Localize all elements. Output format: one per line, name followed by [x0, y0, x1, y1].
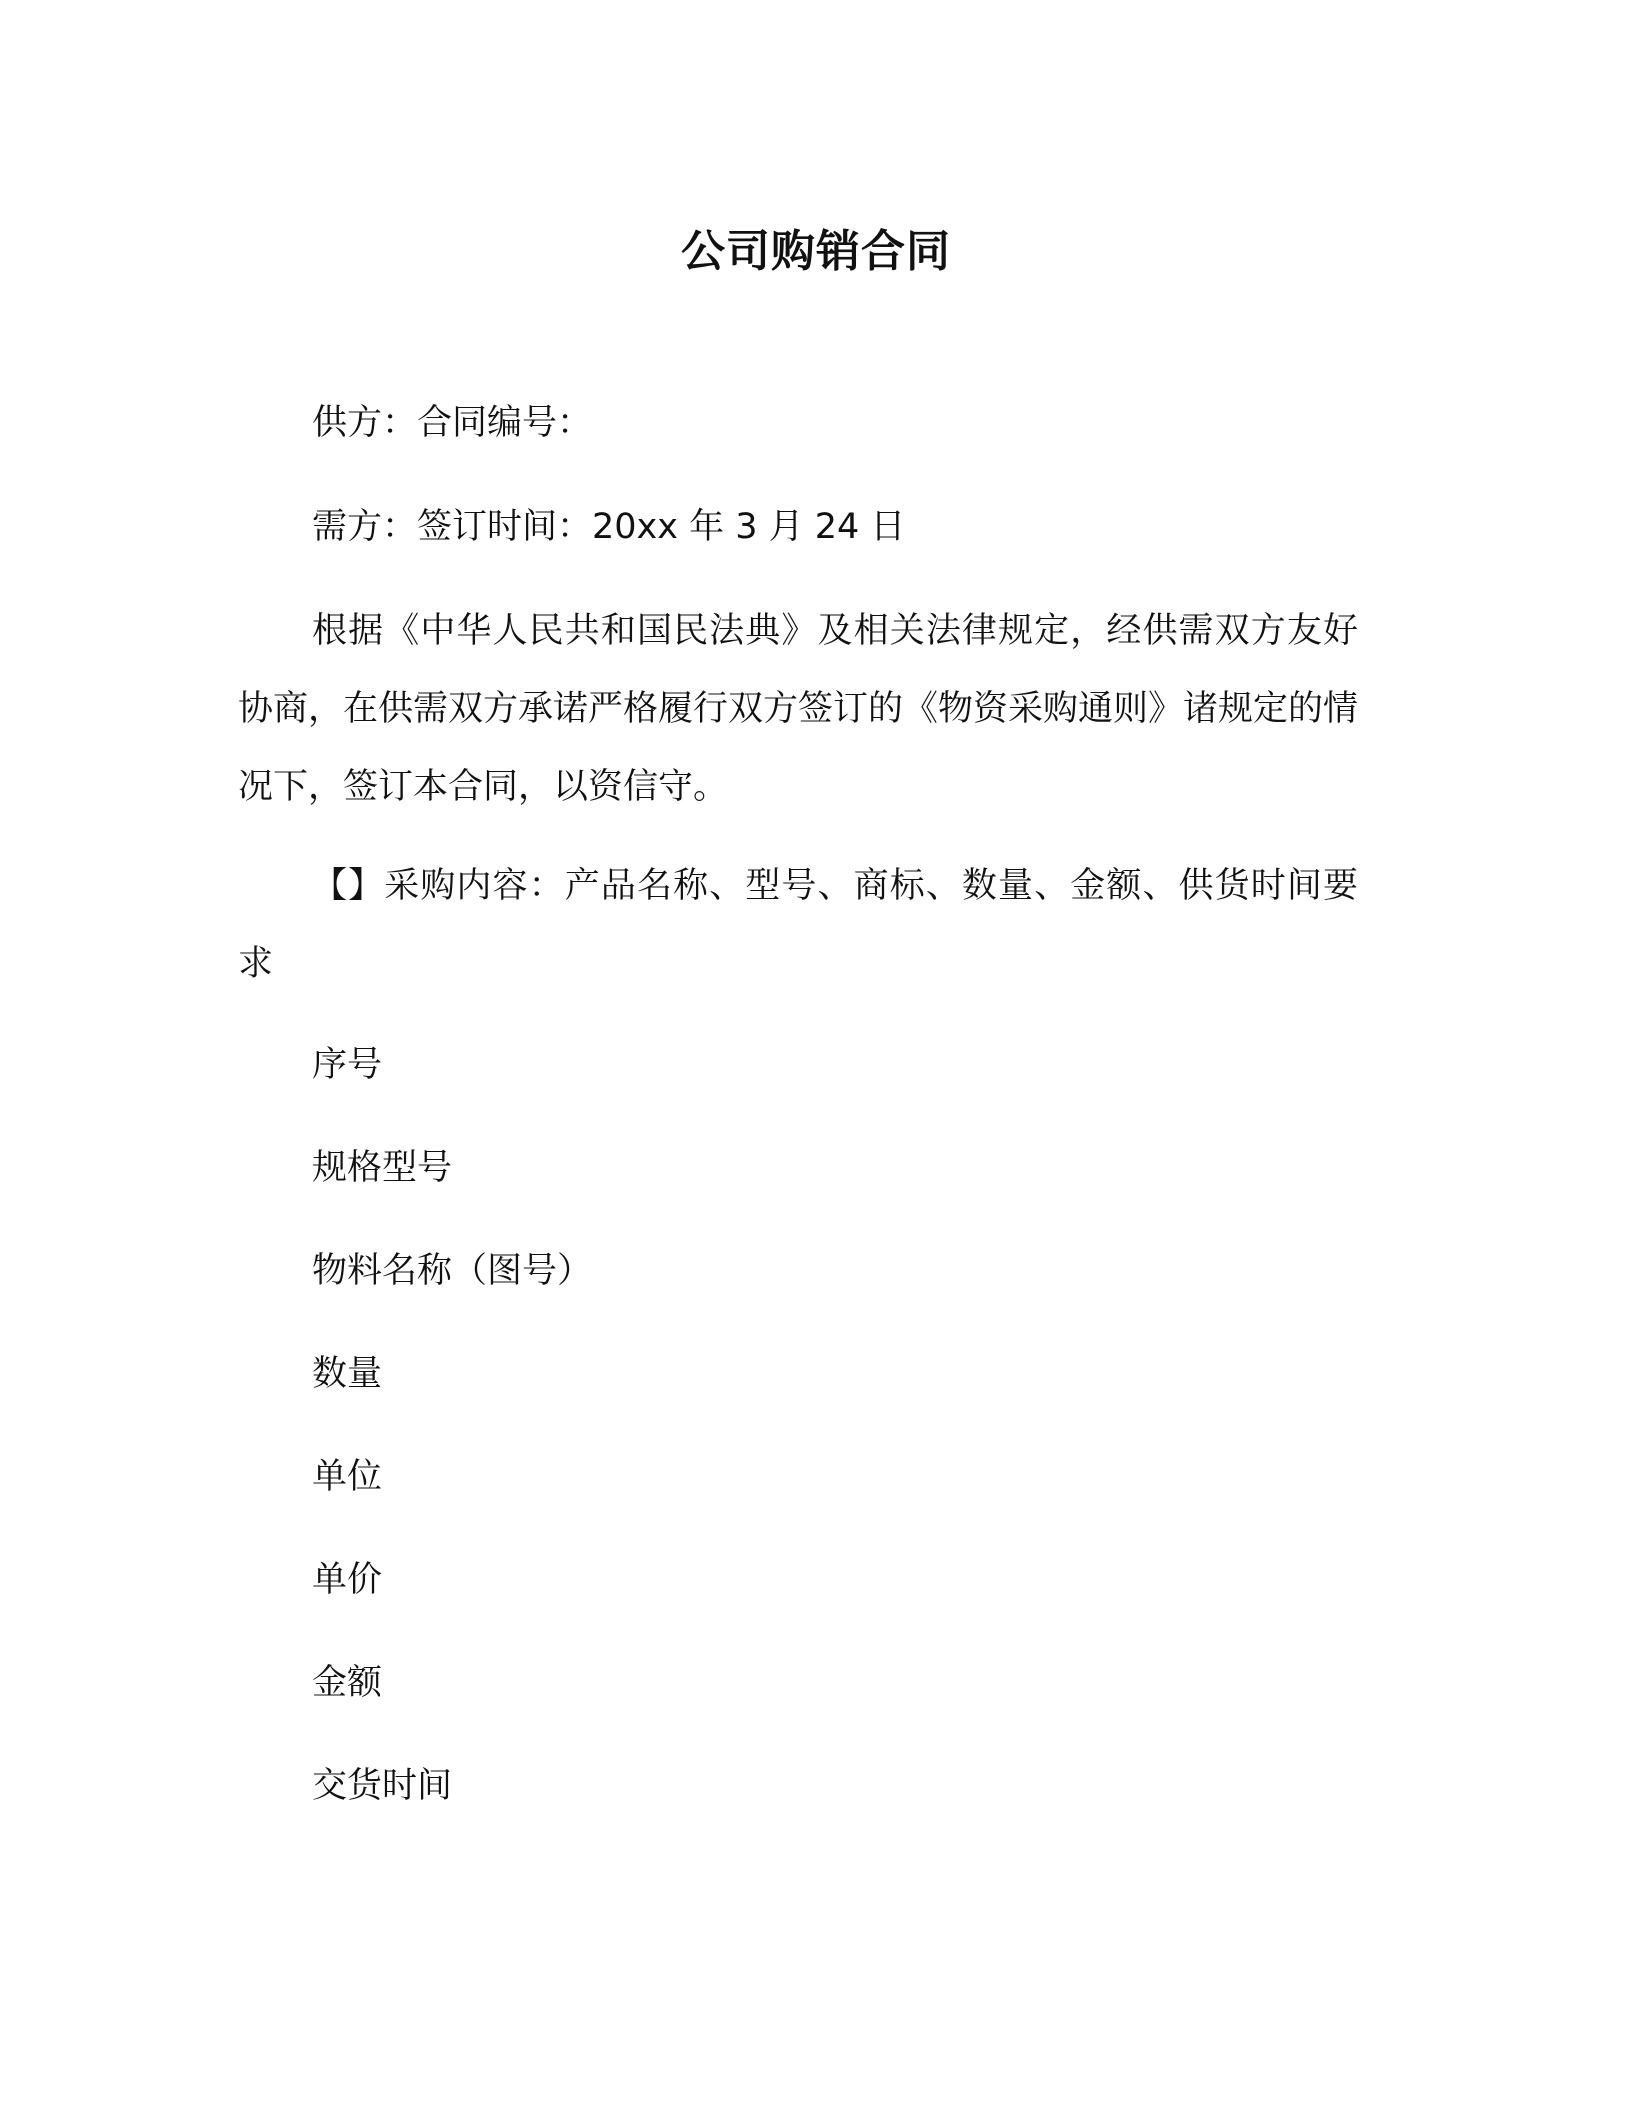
- supplier-line: 供方：合同编号：: [312, 403, 593, 443]
- list-item-amount: 金额: [312, 1663, 383, 1703]
- list-item-spec-model: 规格型号: [312, 1148, 453, 1188]
- intro-paragraph: 根据《中华人民共和国民法典》及相关法律规定，经供需双方友好协商，在供需双方承诺严格履行双方签订的《物资采购通则》诸规定的情况下，签订本合同，以资信守。: [238, 611, 1359, 807]
- document-title: 公司购销合同: [681, 226, 951, 277]
- list-item-delivery-time: 交货时间: [312, 1766, 453, 1806]
- list-item-material-name: 物料名称（图号）: [312, 1251, 593, 1291]
- buyer-line: 需方：签订时间：20xx 年 3 月 24 日: [312, 507, 906, 547]
- section-heading: 【】采购内容：产品名称、型号、商标、数量、金额、供货时间要求: [238, 866, 1358, 984]
- list-item-serial-number: 序号: [312, 1045, 383, 1085]
- list-item-unit: 单位: [312, 1457, 383, 1497]
- list-item-unit-price: 单价: [312, 1560, 383, 1600]
- list-item-quantity: 数量: [312, 1354, 383, 1394]
